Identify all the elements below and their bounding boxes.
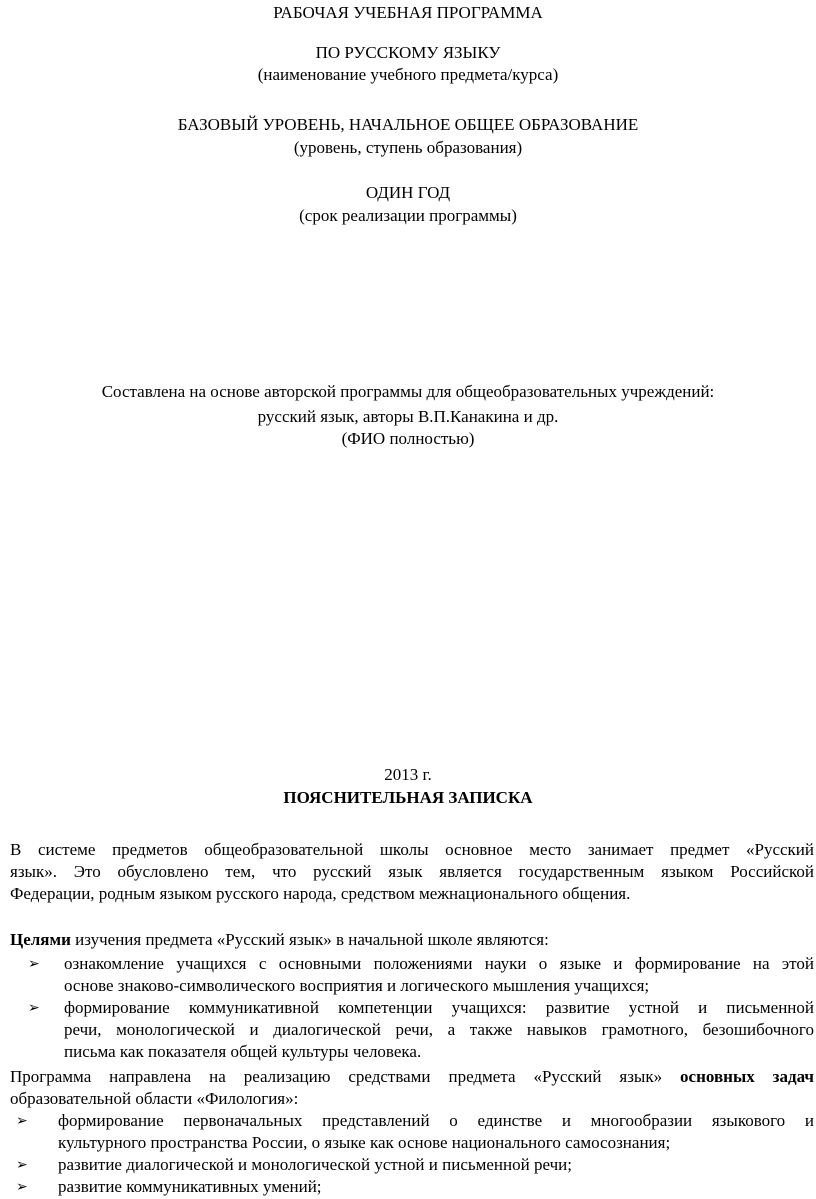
subject-caption: (наименование учебного предмета/курса) — [257, 65, 559, 84]
intro-line: Федерации, родным языком русского народа, средством межнационального общения. — [10, 884, 631, 903]
intro-paragraph — [10, 839, 814, 905]
task-line: культурного пространства России, о языке как основе национального самосознания; — [58, 1133, 671, 1152]
goals-lead-text: изучения предмета «Русский язык» в начальной школе являются: — [70, 930, 549, 949]
list-item — [16, 1110, 814, 1154]
arrow-bullet-icon: ➢ — [16, 1179, 28, 1195]
goal-line: ознакомление учащихся с основными положениями науки о языке и формирование на этой — [64, 954, 814, 973]
task-line: развитие коммуникативных умений; — [58, 1177, 322, 1196]
tasks-lead-line-2: образовательной области «Филология»: — [10, 1089, 299, 1108]
goals-lead-bold: Целями — [10, 930, 71, 949]
goals-list — [28, 953, 814, 1063]
education-level: БАЗОВЫЙ УРОВЕНЬ, НАЧАЛЬНОЕ ОБЩЕЕ ОБРАЗОВАНИЕ — [177, 115, 639, 134]
basis-line-1: Составлена на основе авторской программы для общеобразовательных учреждений: — [101, 382, 715, 401]
tasks-lead — [10, 1066, 814, 1110]
list-item — [16, 1154, 814, 1176]
list-item — [28, 953, 814, 997]
task-line: развитие диалогической и монологической устной и письменной речи; — [58, 1155, 572, 1174]
arrow-bullet-icon: ➢ — [16, 1113, 28, 1129]
basis-line-2: русский язык, авторы В.П.Канакина и др. — [257, 407, 559, 426]
goals-lead — [10, 929, 814, 951]
intro-line: В системе предметов общеобразовательной школы основное место занимает предмет «Русский — [10, 840, 814, 859]
task-line: формирование первоначальных представлений о единстве и многообразии языкового и — [58, 1111, 814, 1130]
program-title: РАБОЧАЯ УЧЕБНАЯ ПРОГРАММА — [273, 3, 543, 22]
basis-caption: (ФИО полностью) — [341, 429, 475, 448]
note-heading: ПОЯСНИТЕЛЬНАЯ ЗАПИСКА — [283, 788, 533, 807]
program-duration: ОДИН ГОД — [365, 183, 451, 202]
program-duration-caption: (срок реализации программы) — [299, 206, 517, 225]
arrow-bullet-icon: ➢ — [28, 956, 40, 972]
tasks-list — [16, 1110, 814, 1198]
goal-line: речи, монологической и диалогической речи, а также навыков грамотного, безошибочного — [64, 1020, 814, 1039]
arrow-bullet-icon: ➢ — [28, 1000, 40, 1016]
intro-line: язык». Это обусловлено тем, что русский язык является государственным языком Российской — [10, 862, 814, 881]
goal-line: формирование коммуникативной компетенции учащихся: развитие устной и письменной — [64, 998, 814, 1017]
list-item — [28, 997, 814, 1063]
year: 2013 г. — [384, 765, 432, 784]
subject-name: ПО РУССКОМУ ЯЗЫКУ — [315, 43, 501, 62]
education-level-caption: (уровень, ступень образования) — [293, 138, 523, 157]
goal-line: письма как показателя общей культуры человека. — [64, 1042, 422, 1061]
goal-line: основе знаково-символического восприятия и логического мышления учащихся; — [64, 976, 650, 995]
arrow-bullet-icon: ➢ — [16, 1157, 28, 1173]
tasks-lead-text: Программа направлена на реализацию средствами предмета «Русский язык» — [10, 1067, 681, 1086]
list-item — [16, 1176, 814, 1198]
tasks-lead-bold: основных задач — [680, 1067, 814, 1086]
